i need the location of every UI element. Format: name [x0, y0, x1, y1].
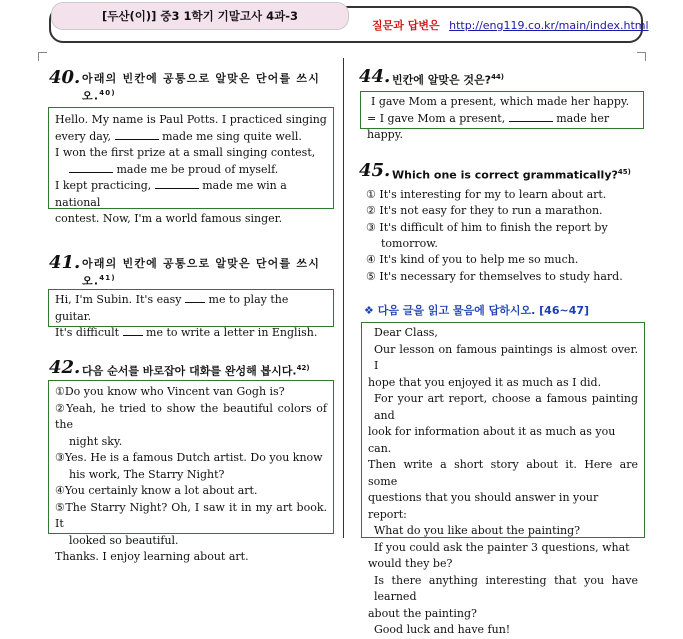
answer-blank	[185, 293, 205, 303]
passage-box	[361, 322, 645, 636]
q41-text: It's difficult	[55, 326, 120, 339]
answer-blank	[115, 130, 159, 140]
q40-line: I won the first prize at a small singing contest,	[55, 146, 316, 159]
q44-ref: 44)	[491, 73, 505, 81]
passage-line: would they be?	[368, 557, 453, 570]
passage-line: hope that you enjoyed it as much as I did.	[368, 375, 602, 389]
q41-line	[55, 292, 327, 325]
q45-option-3-cont: tomorrow.	[381, 237, 438, 250]
corner-mark	[38, 52, 47, 61]
q40-text: made me sing quite well.	[162, 129, 302, 143]
q45-ref: 45)	[617, 168, 631, 176]
passage-line: about the painting?	[368, 606, 477, 620]
q40-line: contest. Now, I'm a world famous singer.	[55, 212, 283, 225]
q42-box	[48, 380, 334, 563]
q41-prompt	[82, 256, 334, 289]
q42-option: ①Do you know who Vincent van Gogh is?	[55, 385, 285, 398]
q42-option: ⑤The Starry Night? Oh, I saw it in my art book. It	[55, 500, 327, 530]
q42-prompt	[82, 361, 310, 379]
q42-option: his work, The Starry Night?	[69, 467, 225, 481]
q44-line	[367, 111, 637, 144]
q40-number: 40.	[49, 67, 81, 88]
q44-prompt	[392, 70, 504, 88]
q41-number: 41.	[49, 252, 81, 273]
q40-line	[55, 162, 327, 179]
passage-line: Then write a short story about it. Here are some	[368, 458, 638, 488]
q45-prompt-text: Which one is correct grammatically?	[392, 168, 618, 182]
q45-number: 45.	[359, 160, 391, 181]
q41-line	[55, 325, 327, 342]
q45-prompt	[392, 165, 631, 183]
passage-heading: ❖ 다음 글을 읽고 물음에 답하시오. [46~47]	[364, 304, 590, 317]
answer-blank	[509, 112, 553, 122]
exam-title: [두산(이)] 중3 1학기 기말고사 4과-3	[51, 2, 349, 30]
passage-line: What do you like about the painting?	[374, 524, 581, 537]
q40-text: made me win a national	[55, 179, 287, 209]
q44-line: I gave Mom a present, which made her happy.	[371, 95, 630, 108]
q44-prompt-text: 빈칸에 알맞은 것은?	[392, 73, 492, 87]
corner-mark	[637, 52, 646, 61]
q40-text: every day,	[55, 129, 112, 143]
answer-blank	[155, 179, 199, 189]
passage-line: For your art report, choose a famous painting and	[374, 392, 638, 422]
q40-box	[48, 107, 334, 225]
answer-blank	[123, 326, 143, 336]
q42-option: night sky.	[69, 434, 123, 448]
q42-option: ③Yes. He is a famous Dutch artist. Do you know	[55, 451, 323, 464]
header-qa	[372, 17, 649, 33]
q40-text: I kept practicing,	[55, 179, 152, 192]
q42-option: Thanks. I enjoy learning about art.	[55, 550, 249, 563]
passage-line: look for information about it as much as you can.	[368, 425, 616, 455]
q41-text: me to write a letter in English.	[146, 326, 318, 339]
q40-line: Hello. My name is Paul Potts. I practiced singing	[55, 113, 327, 126]
passage-line: questions that you should answer in your report:	[368, 491, 599, 521]
q40-prompt-text: 아래의 빈칸에 공통으로 알맞은 단어를 쓰시오.	[82, 72, 321, 103]
q42-prompt-text: 다음 순서를 바로잡아 대화를 완성해 봅시다.	[82, 364, 297, 378]
q45-option-5: ⑤ It's necessary for themselves to study hard.	[366, 270, 623, 283]
answer-blank	[69, 163, 113, 173]
q40-text: made me be proud of myself.	[116, 162, 279, 176]
q44-text: = I gave Mom a present,	[367, 111, 506, 125]
q41-box	[48, 289, 334, 339]
qa-label: 질문과 답변은	[372, 19, 440, 32]
q41-text: me to play the guitar.	[55, 293, 289, 323]
q45-option-4: ④ It's kind of you to help me so much.	[366, 253, 579, 266]
q40-line	[55, 178, 327, 211]
q40-line	[55, 129, 327, 146]
q41-text: Hi, I'm Subin. It's easy	[55, 293, 182, 306]
q42-option: ④You certainly know a lot about art.	[55, 484, 258, 497]
site-link[interactable]: http://eng119.co.kr/main/index.html	[449, 19, 649, 32]
q42-number: 42.	[49, 357, 81, 378]
q41-ref: 41)	[99, 274, 116, 282]
column-divider	[343, 58, 344, 538]
q42-ref: 42)	[296, 364, 310, 372]
q45-option-2: ② It's not easy for they to run a marathon.	[366, 204, 603, 217]
q45-option-1: ① It's interesting for my to learn about art.	[366, 188, 607, 201]
q40-ref: 40)	[99, 89, 116, 97]
q44-box	[360, 91, 644, 141]
passage-line: Good luck and have fun!	[374, 623, 511, 636]
passage-line: Dear Class,	[374, 326, 438, 339]
q40-prompt	[82, 71, 334, 104]
q42-option: looked so beautiful.	[69, 533, 179, 547]
q44-text: made her happy.	[367, 111, 610, 141]
passage-line: If you could ask the painter 3 questions, what	[374, 540, 630, 554]
q44-number: 44.	[359, 66, 391, 87]
q42-option: ②Yeah, he tried to show the beautiful colors of the	[55, 401, 327, 431]
passage-line: Is there anything interesting that you have learned	[374, 573, 638, 603]
q41-prompt-text: 아래의 빈칸에 공통으로 알맞은 단어를 쓰시오.	[82, 257, 321, 288]
q45-option-3: ③ It's difficult of him to finish the report by	[366, 221, 608, 234]
passage-line: Our lesson on famous paintings is almost over. I	[374, 342, 638, 372]
